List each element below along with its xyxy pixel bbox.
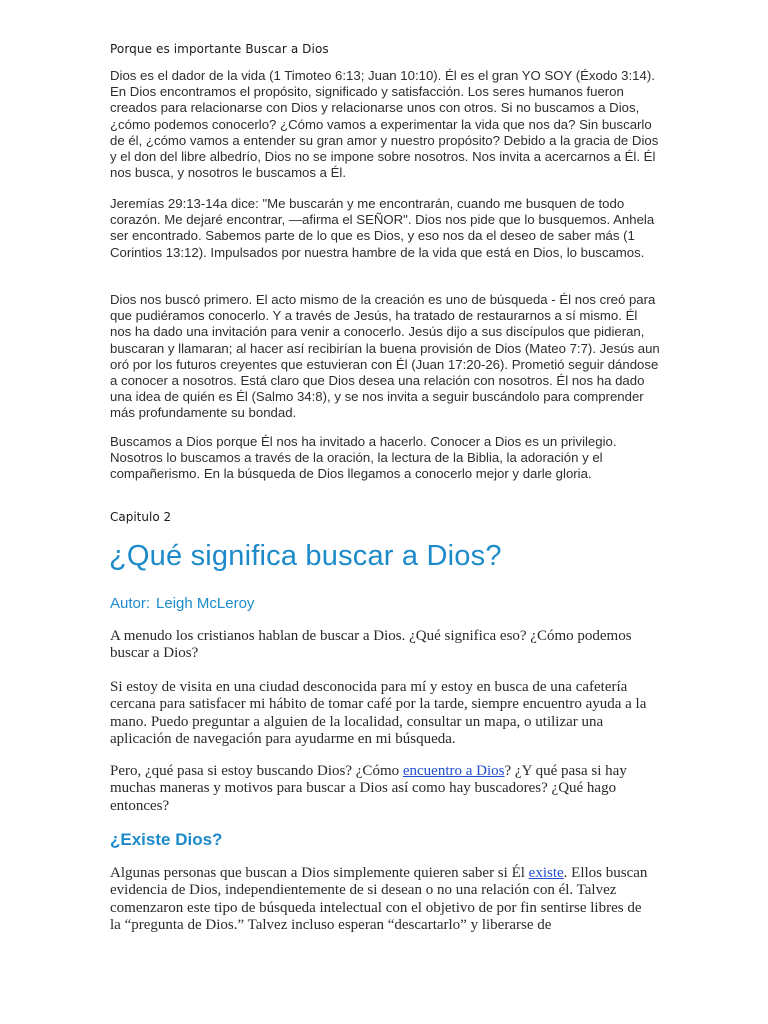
section-title: Porque es importante Buscar a Dios bbox=[110, 42, 329, 56]
text-span: ? ¿Y qué pasa si hay muchas maneras y motivos para buscar a Dios así como hay buscadores? ¿Qué hago entonces? bbox=[110, 763, 627, 814]
text-span: Pero, ¿qué pasa si estoy buscando Dios? ¿Cómo bbox=[110, 763, 403, 779]
paragraph-1: Dios es el dador de la vida (1 Timoteo 6:13; Juan 10:10). Él es el gran YO SOY (Éxodo 3:14). En Dios encontramos el propósito, significado y satisfacción. Los seres humanos fueron creados para relacionarse con Dios y relacionarse unos con otros. Si no buscamos a Dios, ¿cómo podemos conocerlo? ¿Cómo vamos a experimentar la vida que nos da? Sin buscarlo de él, ¿cómo vamos a entender su gran amor y nuestro propósito? Debido a la gracia de Dios y el don del libre albedrío, Dios no se impone sobre nosotros. Nos invita a acercarnos a Él. Él nos busca, y nosotros le buscamos a Él. bbox=[110, 68, 659, 181]
author-name: Leigh McLeroy bbox=[156, 595, 255, 612]
encuentro-a-dios-link[interactable]: encuentro a Dios bbox=[402, 763, 505, 779]
text-span: Algunas personas que buscan a Dios simplemente quieren saber si Él bbox=[110, 865, 529, 881]
chapter-paragraph-1: A menudo los cristianos hablan de buscar a Dios. ¿Qué significa eso? ¿Cómo podemos buscar a Dios? bbox=[110, 628, 632, 662]
author-label: Autor: bbox=[110, 595, 151, 612]
existe-link[interactable]: existe bbox=[528, 865, 564, 881]
paragraph-3: Dios nos buscó primero. El acto mismo de la creación es uno de búsqueda - Él nos creó para que pudiéramos conocerlo. Y a través de Jesús, ha tratado de restaurarnos a sí mismo. Él nos ha dado una invitación para venir a conocerlo. Jesús dijo a sus discípulos que pidieran, buscaran y llamaran; al hacer así recibirían la buena provisión de Dios (Mateo 7:7). Jesús aun oró por los futuros creyentes que estuvieran con Él (Juan 17:20-26). Prometió seguir dándose a conocer a nosotros. Está claro que Dios desea una relación con nosotros. Él nos ha dado una idea de quién es Él (Salmo 34:8), y se nos invita a seguir buscándolo para comprender más profundamente su bondad. bbox=[110, 292, 660, 421]
subheading-existe-dios: ¿Existe Dios? bbox=[110, 830, 223, 849]
chapter-paragraph-4 bbox=[110, 865, 655, 935]
author-line bbox=[110, 595, 254, 612]
chapter-paragraph-2: Si estoy de visita en una ciudad desconocida para mí y estoy en busca de una cafetería cercana para satisfacer mi hábito de tomar café por la tarde, siempre encuentro ayuda a la mano. Puedo preguntar a alguien de la localidad, consultar un mapa, o utilizar una aplicación de navegación para ayudarme en mi búsqueda. bbox=[110, 679, 647, 748]
chapter-label: Capitulo 2 bbox=[110, 510, 172, 524]
paragraph-2: Jeremías 29:13-14a dice: "Me buscarán y me encontrarán, cuando me busquen de todo corazón. Me dejaré encontrar, —afirma el SEÑOR". Dios nos pide que lo busquemos. Anhela ser encontrado. Sabemos parte de lo que es Dios, y eso nos da el deseo de saber más (1 Corintios 13:12). Impulsados por nuestra hambre de la vida que está en Dios, lo buscamos. bbox=[110, 196, 655, 260]
chapter-heading: ¿Qué significa buscar a Dios? bbox=[109, 540, 502, 572]
chapter-paragraph-3 bbox=[110, 763, 655, 815]
text-span: . Ellos buscan evidencia de Dios, independientemente de si desean o no una relación con él. Talvez comenzaron este tipo de búsqueda intelectual con el objetivo de por fin sentirse libres de la “pregunta de Dios.” Talvez incluso esperan “descartarlo” y liberarse de bbox=[110, 865, 648, 934]
paragraph-4: Buscamos a Dios porque Él nos ha invitado a hacerlo. Conocer a Dios es un privilegio. Nosotros lo buscamos a través de la oración, la lectura de la Biblia, la adoración y el compañerismo. En la búsqueda de Dios llegamos a conocerlo mejor y darle gloria. bbox=[110, 434, 617, 482]
